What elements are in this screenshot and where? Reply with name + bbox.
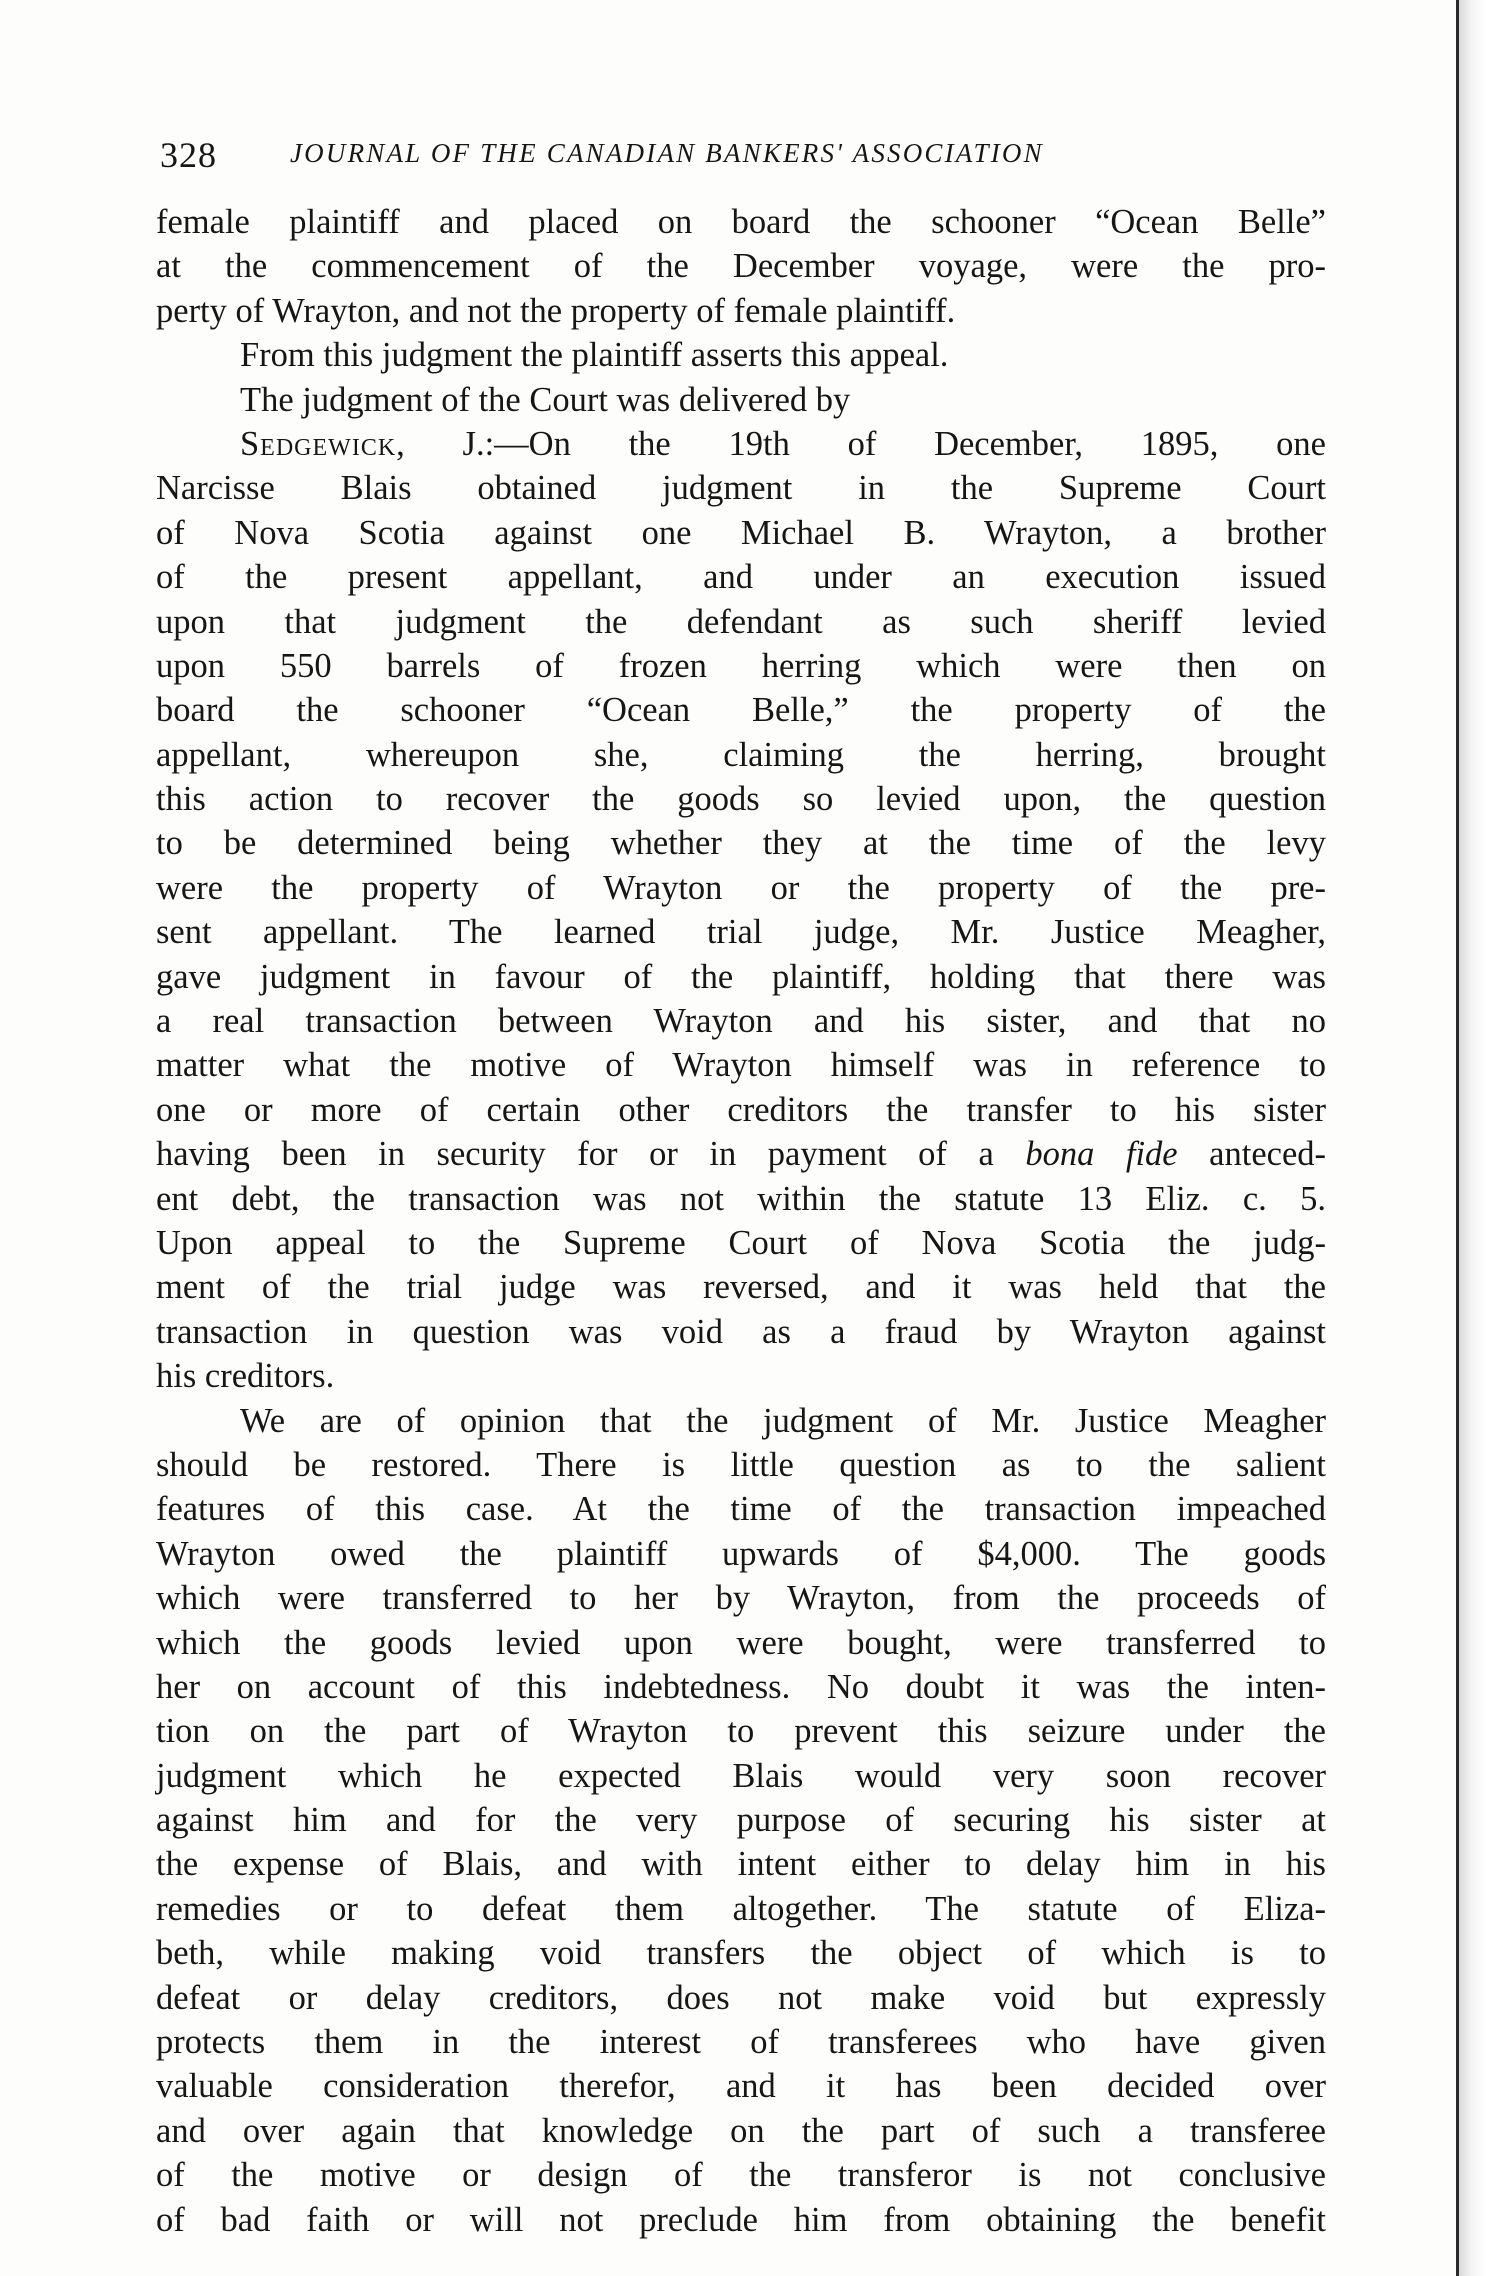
text-line: at the commencement of the December voyage, were the pro- (156, 247, 1326, 286)
text-line: her on account of this indebtedness. No doubt it was the inten- (156, 1667, 1326, 1706)
text-line: female plaintiff and placed on board the schooner “Ocean Belle” (156, 203, 1326, 241)
text-line: Wrayton owed the plaintiff upwards of $4,000. The goods (156, 1534, 1326, 1573)
text-line (156, 1132, 1326, 1176)
text-line: against him and for the very purpose of securing his sister at (156, 1801, 1326, 1840)
text-line: matter what the motive of Wrayton himself was in reference to (156, 1046, 1326, 1085)
body-text (156, 200, 1326, 2242)
text-line: upon that judgment the defendant as such sheriff levied (156, 602, 1326, 641)
text-line: Narcisse Blais obtained judgment in the Supreme Court (156, 469, 1326, 508)
text-line: of bad faith or will not preclude him from obtaining the benefit (156, 2200, 1326, 2239)
italic-phrase: bona fide (1025, 1135, 1178, 1174)
text-line: the expense of Blais, and with intent either to delay him in his (156, 1845, 1326, 1884)
text-line: of the present appellant, and under an execution issued (156, 558, 1326, 597)
text-line: which were transferred to her by Wrayton, from the proceeds of (156, 1579, 1326, 1618)
text-line: transaction in question was void as a fraud by Wrayton against (156, 1312, 1326, 1351)
text-line: which the goods levied upon were bought, were transferred to (156, 1623, 1326, 1662)
text-line: gave judgment in favour of the plaintiff, holding that there was (156, 957, 1326, 996)
page-number: 328 (160, 135, 217, 175)
text-line: sent appellant. The learned trial judge, Mr. Justice Meagher, (156, 913, 1326, 952)
text-line: this action to recover the goods so levied upon, the question (156, 780, 1326, 819)
text-line: of Nova Scotia against one Michael B. Wrayton, a brother (156, 513, 1326, 552)
text-line: From this judgment the plaintiff asserts this appeal. (240, 336, 949, 375)
text-line: features of this case. At the time of the transaction impeached (156, 1490, 1326, 1529)
text-line: valuable consideration therefor, and it has been decided over (156, 2067, 1326, 2106)
text-line: Upon appeal to the Supreme Court of Nova Scotia the judg- (156, 1223, 1326, 1262)
journal-title: JOURNAL OF THE CANADIAN BANKERS' ASSOCIATION (290, 138, 1044, 168)
text-line: We are of opinion that the judgment of Mr. Justice Meagher (240, 1401, 1326, 1440)
judge-name: Sedgewick (240, 424, 397, 463)
text-fragment: having been in security for or in payment of a (156, 1135, 1026, 1174)
text-line: ment of the trial judge was reversed, and it was held that the (156, 1268, 1326, 1307)
text-line: board the schooner “Ocean Belle,” the property of the (156, 691, 1326, 730)
text-fragment: anteced- (1177, 1135, 1327, 1174)
running-head (160, 130, 1320, 180)
text-line: defeat or delay creditors, does not make void but expressly (156, 1978, 1326, 2017)
text-line: and over again that knowledge on the part of such a transferee (156, 2111, 1326, 2150)
page-edge-shadow (1459, 0, 1488, 2276)
text-line: ent debt, the transaction was not within the statute 13 Eliz. c. 5. (156, 1179, 1326, 1218)
text-line: upon 550 barrels of frozen herring which were then on (156, 646, 1326, 685)
text-line (156, 422, 1326, 466)
text-line: were the property of Wrayton or the property of the pre- (156, 868, 1326, 907)
text-line: perty of Wrayton, and not the property of female plaintiff. (156, 291, 956, 330)
text-fragment: , J.:—On the 19th of December, 1895, one (396, 424, 1326, 463)
text-line: should be restored. There is little question as to the salient (156, 1445, 1326, 1484)
text-line: his creditors. (156, 1357, 335, 1396)
text-line: The judgment of the Court was delivered by (240, 380, 851, 419)
text-line: one or more of certain other creditors the transfer to his sister (156, 1090, 1326, 1129)
text-line: protects them in the interest of transferees who have given (156, 2023, 1326, 2062)
text-line: appellant, whereupon she, claiming the herring, brought (156, 735, 1326, 774)
text-line: judgment which he expected Blais would very soon recover (156, 1756, 1326, 1795)
text-line: of the motive or design of the transferor is not conclusive (156, 2156, 1326, 2195)
text-line: a real transaction between Wrayton and his sister, and that no (156, 1002, 1326, 1041)
text-line: to be determined being whether they at the time of the levy (156, 824, 1326, 863)
text-line: beth, while making void transfers the object of which is to (156, 1934, 1326, 1973)
text-line: remedies or to defeat them altogether. The statute of Eliza- (156, 1889, 1326, 1928)
text-line: tion on the part of Wrayton to prevent this seizure under the (156, 1712, 1326, 1751)
page-edge-line (1456, 0, 1459, 2276)
